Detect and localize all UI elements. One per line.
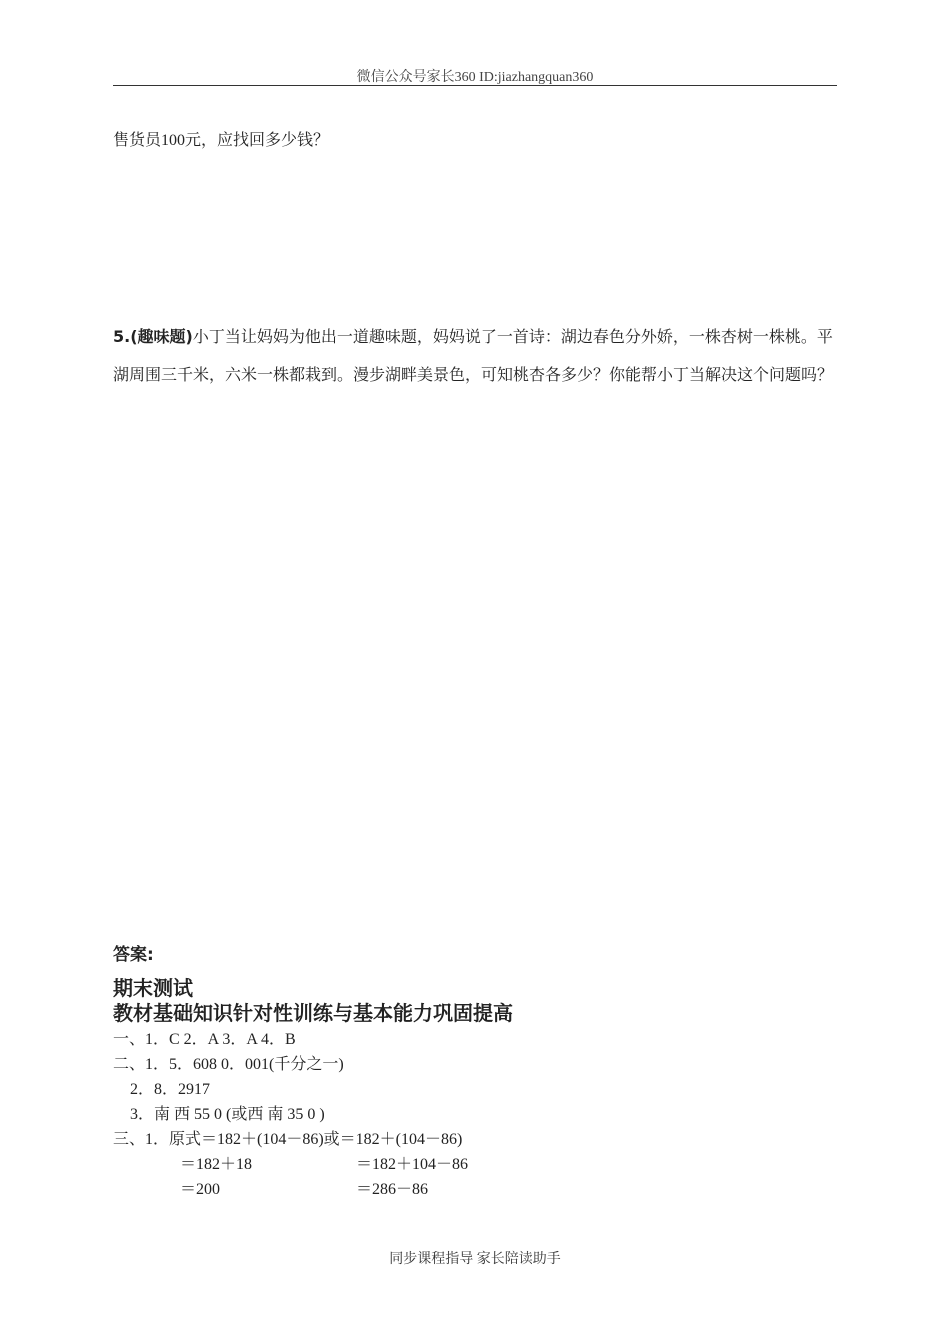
answer-line-7a: ＝200: [180, 1181, 221, 1198]
question-4-tail: 售货员100元，应找回多少钱？: [113, 132, 330, 149]
answers-title-section: 教材基础知识针对性训练与基本能力巩固提高: [113, 1001, 513, 1025]
answer-line-6a: ＝182＋18: [180, 1156, 253, 1173]
answer-line-2: 二、1．5．608 0．001(千分之一): [113, 1056, 344, 1073]
answers-label: 答案:: [113, 945, 154, 965]
question-5-number: 5.: [113, 327, 131, 346]
answers-title-final-test: 期末测试: [113, 976, 193, 1000]
answer-line-7b: ＝286－86: [356, 1181, 429, 1198]
answer-line-6b: ＝182＋104－86: [356, 1156, 469, 1173]
answer-line-4: 3．南 西 55 0 (或西 南 35 0 ): [130, 1106, 325, 1123]
question-5-tag: (趣味题): [130, 327, 193, 346]
question-5-text: 小丁当让妈妈为他出一道趣味题，妈妈说了一首诗：湖边春色分外娇，一株杏树一株桃。平湖周围三千米，六米一株都栽到。漫步湖畔美景色，可知桃杏各多少？你能帮小丁当解决这个问题吗？: [113, 329, 834, 384]
question-5: [113, 318, 839, 395]
answer-line-1: 一、1．C 2．A 3．A 4．B: [113, 1031, 296, 1048]
page-footer: 同步课程指导 家长陪读助手: [389, 1252, 561, 1267]
answer-line-5: 三、1．原式＝182＋(104－86)或＝182＋(104－86): [113, 1131, 463, 1148]
page-header: 微信公众号家长360 ID:jiazhangquan360: [356, 70, 594, 85]
answer-line-3: 2．8．2917: [130, 1081, 211, 1098]
header-divider: [113, 85, 837, 86]
